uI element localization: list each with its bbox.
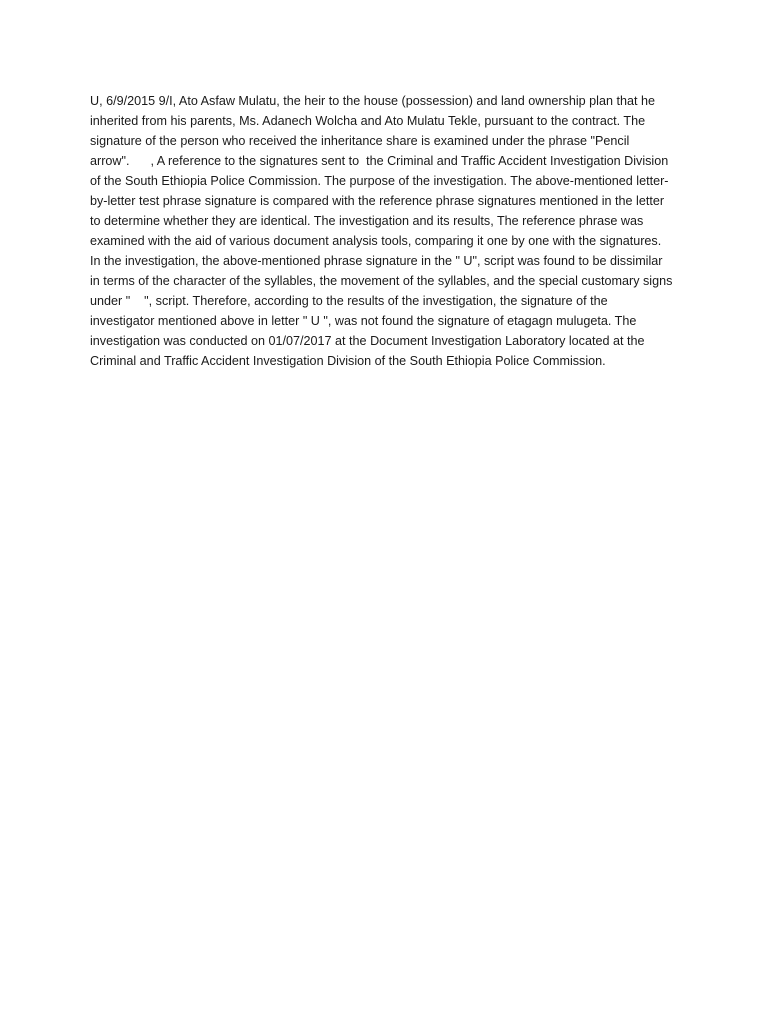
paragraph-line: inherited from his parents, Ms. Adanech Wolcha and Ato Mulatu Tekle, pursuant to the contract. The	[90, 114, 646, 128]
paragraph-line: In the investigation, the above-mentioned phrase signature in the " U", script was found to be dissimilar	[90, 254, 663, 268]
paragraph-line: investigation was conducted on 01/07/2017 at the Document Investigation Laboratory located at the	[90, 334, 645, 348]
paragraph-line: in terms of the character of the syllables, the movement of the syllables, and the special customary signs	[90, 274, 673, 288]
paragraph-line: by-letter test phrase signature is compared with the reference phrase signatures mentioned in the letter	[90, 194, 665, 208]
paragraph-line: examined with the aid of various document analysis tools, comparing it one by one with the signatures.	[90, 234, 662, 248]
paragraph-line: investigator mentioned above in letter " U ", was not found the signature of etagagn mulugeta. The	[90, 314, 637, 328]
paragraph-line: arrow". , A reference to the signatures sent to the Criminal and Traffic Accident Investigation Division	[90, 154, 669, 168]
paragraph-line: under " ", script. Therefore, according to the results of the investigation, the signature of the	[90, 294, 608, 308]
paragraph-line: to determine whether they are identical. The investigation and its results, The reference phrase was	[90, 214, 644, 228]
paragraph-line: Criminal and Traffic Accident Investigation Division of the South Ethiopia Police Commission.	[90, 354, 606, 368]
paragraph-line: U, 6/9/2015 9/I, Ato Asfaw Mulatu, the heir to the house (possession) and land ownership plan that he	[90, 94, 655, 108]
paragraph-line: of the South Ethiopia Police Commission. The purpose of the investigation. The above-mentioned letter-	[90, 174, 669, 188]
body-paragraph	[90, 91, 690, 371]
paragraph-line: signature of the person who received the inheritance share is examined under the phrase "Pencil	[90, 134, 630, 148]
